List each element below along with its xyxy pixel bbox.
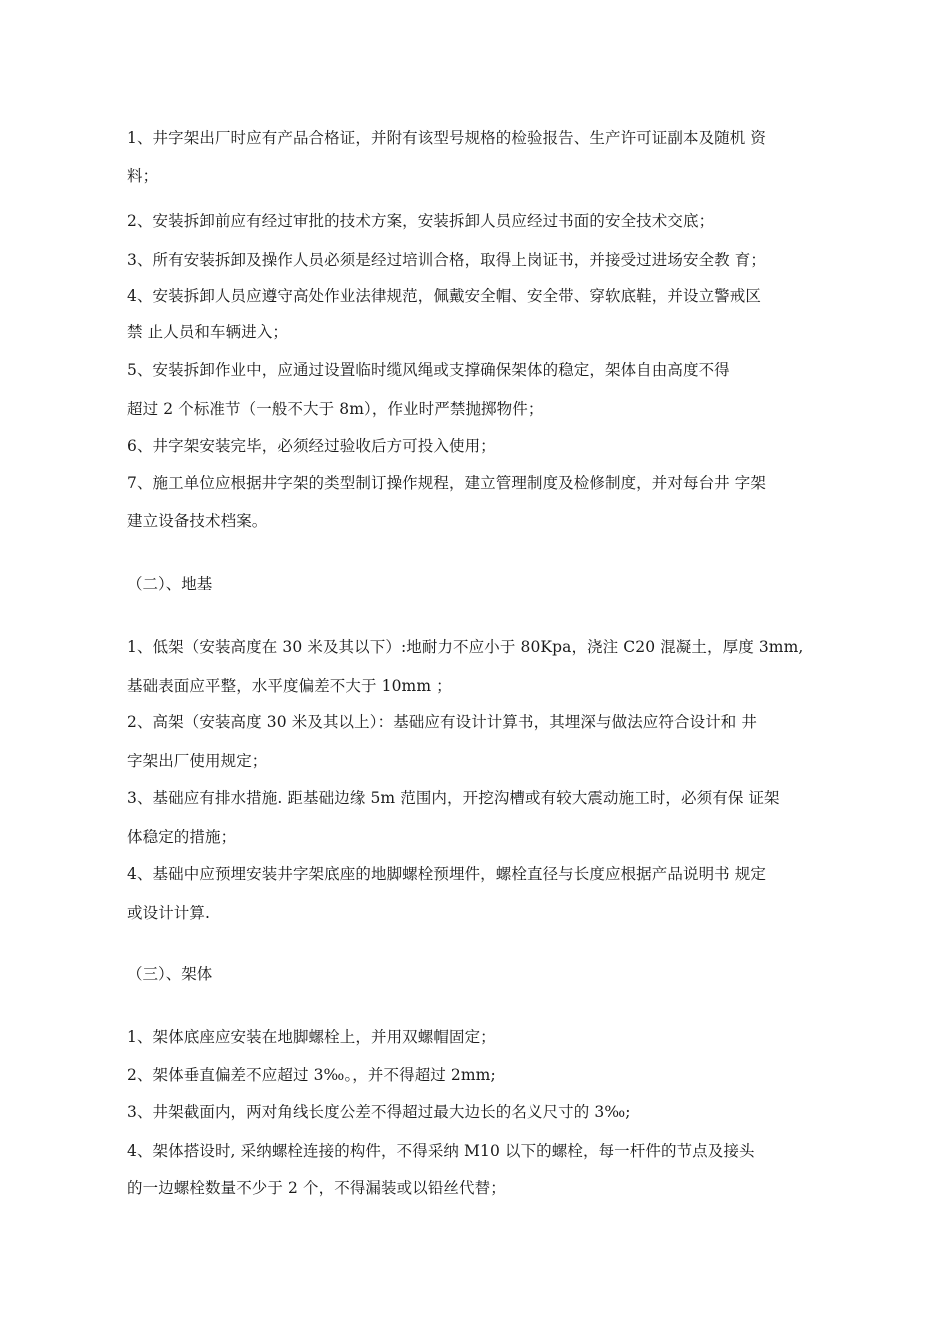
paragraph-line: 或设计计算. [127, 904, 211, 922]
paragraph-line: 3、井架截面内，两对角线长度公差不得超过最大边长的名义尺寸的 3‰; [127, 1103, 631, 1121]
paragraph-line: 5、安装拆卸作业中，应通过设置临时缆风绳或支撑确保架体的稳定，架体自由高度不得 [127, 361, 730, 379]
paragraph-line: 1、低架（安装高度在 30 米及其以下）:地耐力不应小于 80Kpa，浇注 C20 混凝土，厚度 3mm, [127, 638, 804, 656]
paragraph-line: 体稳定的措施； [127, 828, 237, 846]
paragraph-line: 4、安装拆卸人员应遵守高处作业法律规范，佩戴安全帽、安全带、穿软底鞋，并设立警戒区 [127, 287, 761, 305]
paragraph-line: 7、施工单位应根据井字架的类型制订操作规程，建立管理制度及检修制度，并对每台井 字架 [127, 474, 766, 492]
paragraph-line: 料； [127, 167, 159, 185]
section-heading: （三）、架体 [127, 965, 213, 983]
paragraph-line: 1、架体底座应安装在地脚螺栓上，并用双螺帽固定； [127, 1028, 496, 1046]
paragraph-line: 3、基础应有排水措施. 距基础边缘 5m 范围内，开挖沟槽或有较大震动施工时，必须有保 证架 [127, 789, 780, 807]
paragraph-line: 的一边螺栓数量不少于 2 个，不得漏装或以铅丝代替； [127, 1179, 506, 1197]
paragraph-line: 超过 2 个标准节（一般不大于 8m），作业时严禁抛掷物件； [127, 400, 544, 418]
paragraph-line: 2、安装拆卸前应有经过审批的技术方案，安装拆卸人员应经过书面的安全技术交底； [127, 212, 715, 230]
paragraph-line: 基础表面应平整，水平度偏差不大于 10mm ； [127, 677, 452, 695]
paragraph-line: 字架出厂使用规定； [127, 752, 268, 770]
paragraph-line: 1、井字架出厂时应有产品合格证，并附有该型号规格的检验报告、生产许可证副本及随机 资 [127, 129, 766, 147]
paragraph-line: 3、所有安装拆卸及操作人员必须是经过培训合格，取得上岗证书，并接受过进场安全教 育； [127, 251, 766, 269]
paragraph-line: 建立设备技术档案。 [127, 512, 268, 530]
paragraph-line: 4、架体搭设时, 采纳螺栓连接的构件，不得采纳 M10 以下的螺栓，每一杆件的节点及接头 [127, 1142, 755, 1160]
paragraph-line: 2、高架（安装高度 30 米及其以上）：基础应有设计计算书，其埋深与做法应符合设计和 井 [127, 713, 758, 731]
paragraph-line: 禁 止人员和车辆进入； [127, 323, 289, 341]
paragraph-line: 2、架体垂直偏差不应超过 3‰。，并不得超过 2mm; [127, 1066, 496, 1084]
section-heading: （二）、地基 [127, 575, 213, 593]
paragraph-line: 6、井字架安装完毕，必须经过验收后方可投入使用； [127, 437, 496, 455]
paragraph-line: 4、基础中应预埋安装井字架底座的地脚螺栓预埋件，螺栓直径与长度应根据产品说明书 规定 [127, 865, 766, 883]
